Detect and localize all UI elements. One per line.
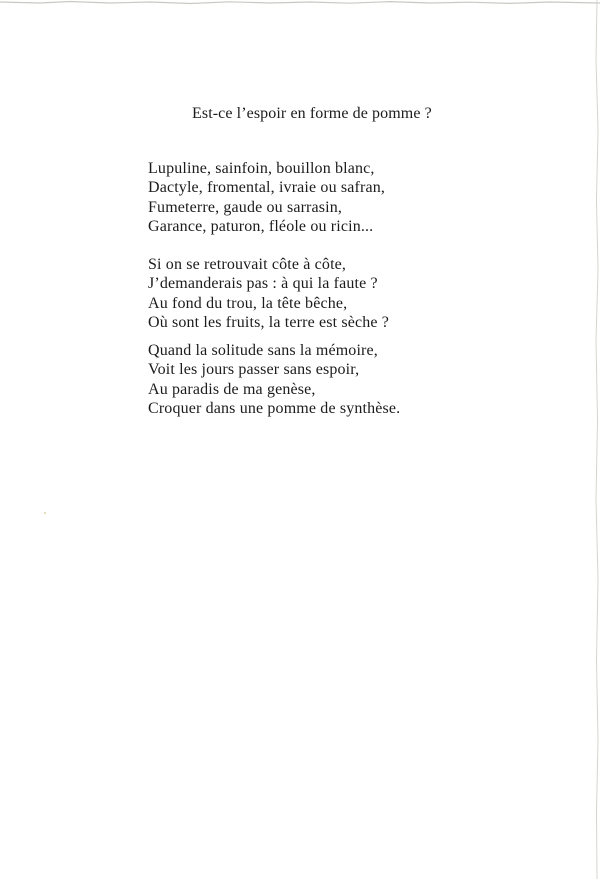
- poem-title: Est-ce l’espoir en forme de pomme ?: [192, 105, 432, 122]
- paper-speck: [44, 512, 46, 514]
- torn-top-edge: [0, 0, 600, 10]
- verse-line: Où sont les fruits, la terre est sèche ?: [148, 313, 390, 331]
- stanza-1: [148, 159, 385, 236]
- verse-line: Croquer dans une pomme de synthèse.: [148, 399, 401, 417]
- verse-line: Si on se retrouvait côte à côte,: [148, 256, 347, 273]
- verse-line: J’demanderais pas : à qui la faute ?: [148, 275, 378, 293]
- verse-line: Voit les jours passer sans espoir,: [148, 361, 360, 379]
- stanza-2: [148, 255, 389, 332]
- verse-line: Lupuline, sainfoin, bouillon blanc,: [148, 160, 375, 177]
- verse-line: Garance, paturon, fléole ou ricin...: [148, 217, 374, 235]
- verse-line: Au paradis de ma genèse,: [148, 380, 316, 398]
- torn-right-edge: [592, 0, 600, 879]
- verse-line: Quand la solitude sans la mémoire,: [148, 342, 378, 359]
- verse-line: Dactyle, fromental, ivraie ou safran,: [148, 179, 386, 197]
- verse-line: Fumeterre, gaude ou sarrasin,: [148, 198, 343, 216]
- stanza-3: [148, 341, 400, 418]
- verse-line: Au fond du trou, la tête bêche,: [148, 294, 348, 312]
